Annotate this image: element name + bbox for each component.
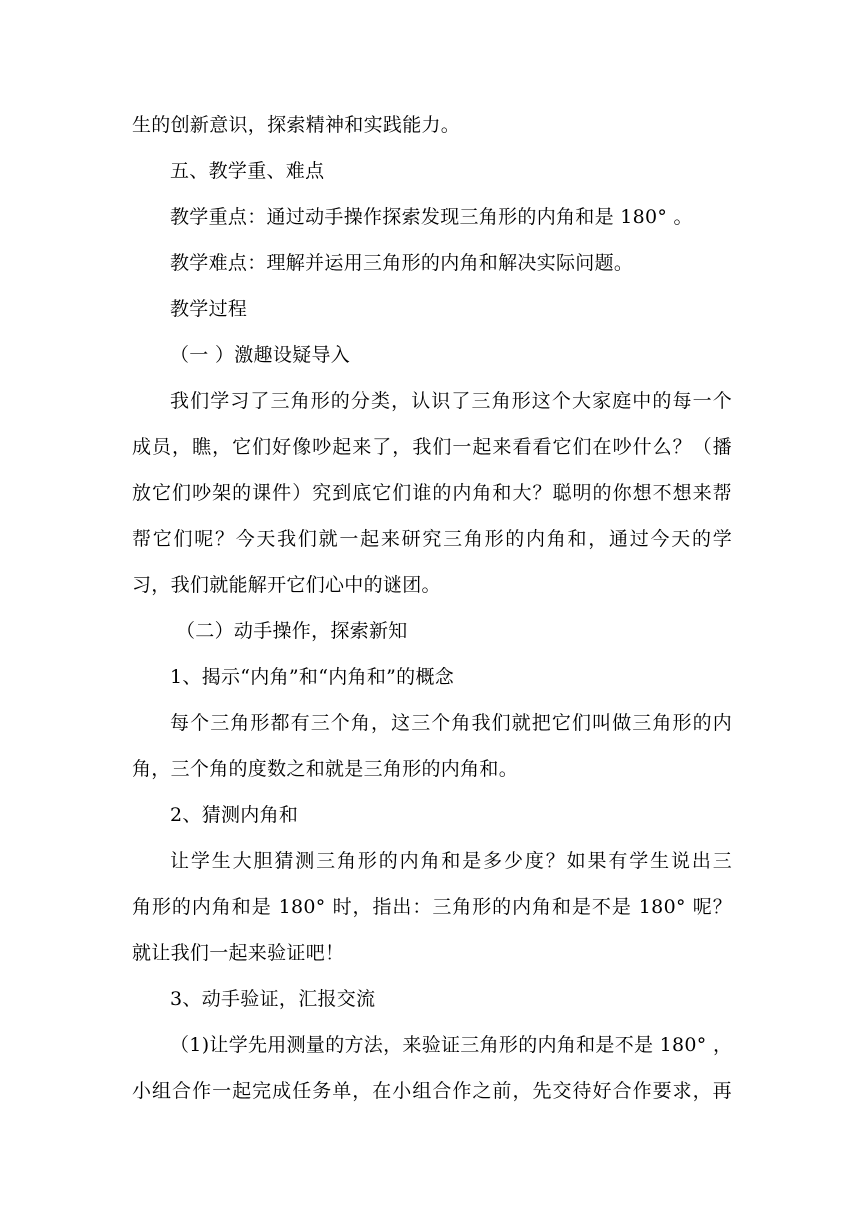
text-line: 角形的内角和是 180° 时，指出：三角形的内角和是不是 180° 呢？ <box>132 896 732 918</box>
subsection-heading: 1、揭示“内角”和“内角和”的概念 <box>170 666 455 688</box>
subsection-heading: （二）动手操作，探索新知 <box>176 620 408 642</box>
section-heading: 教学过程 <box>170 298 248 320</box>
text-line: 放它们吵架的课件）究到底它们谁的内角和大？聪明的你想不想来帮 <box>132 482 732 504</box>
text-line: 角，三个角的度数之和就是三角形的内角和。 <box>132 758 519 780</box>
subsection-heading: （一 ）激趣设疑导入 <box>170 344 351 366</box>
text-line: 就让我们一起来验证吧！ <box>132 942 345 964</box>
text-line: 教学重点：通过动手操作探索发现三角形的内角和是 180° 。 <box>170 206 693 228</box>
text-line: （1)让学先用测量的方法，来验证三角形的内角和是不是 180° ， <box>170 1034 733 1056</box>
section-heading: 五、教学重、难点 <box>170 160 325 182</box>
text-line: 每个三角形都有三个角，这三个角我们就把它们叫做三角形的内 <box>170 712 732 734</box>
text-line: 教学难点：理解并运用三角形的内角和解决实际问题。 <box>170 252 634 274</box>
text-line: 我们学习了三角形的分类，认识了三角形这个大家庭中的每一个 <box>170 390 732 412</box>
text-line: 帮它们呢？今天我们就一起来研究三角形的内角和，通过今天的学 <box>132 528 732 550</box>
text-line: 成员，瞧，它们好像吵起来了，我们一起来看看它们在吵什么？（播 <box>132 436 732 458</box>
subsection-heading: 3、动手验证，汇报交流 <box>170 988 376 1010</box>
subsection-heading: 2、猜测内角和 <box>170 804 299 826</box>
text-line: 让学生大胆猜测三角形的内角和是多少度？如果有学生说出三 <box>170 850 732 872</box>
text-line: 习，我们就能解开它们心中的谜团。 <box>132 574 441 596</box>
text-line: 小组合作一起完成任务单，在小组合作之前，先交待好合作要求，再 <box>132 1080 732 1102</box>
text-line: 生的创新意识，探索精神和实践能力。 <box>132 114 461 136</box>
